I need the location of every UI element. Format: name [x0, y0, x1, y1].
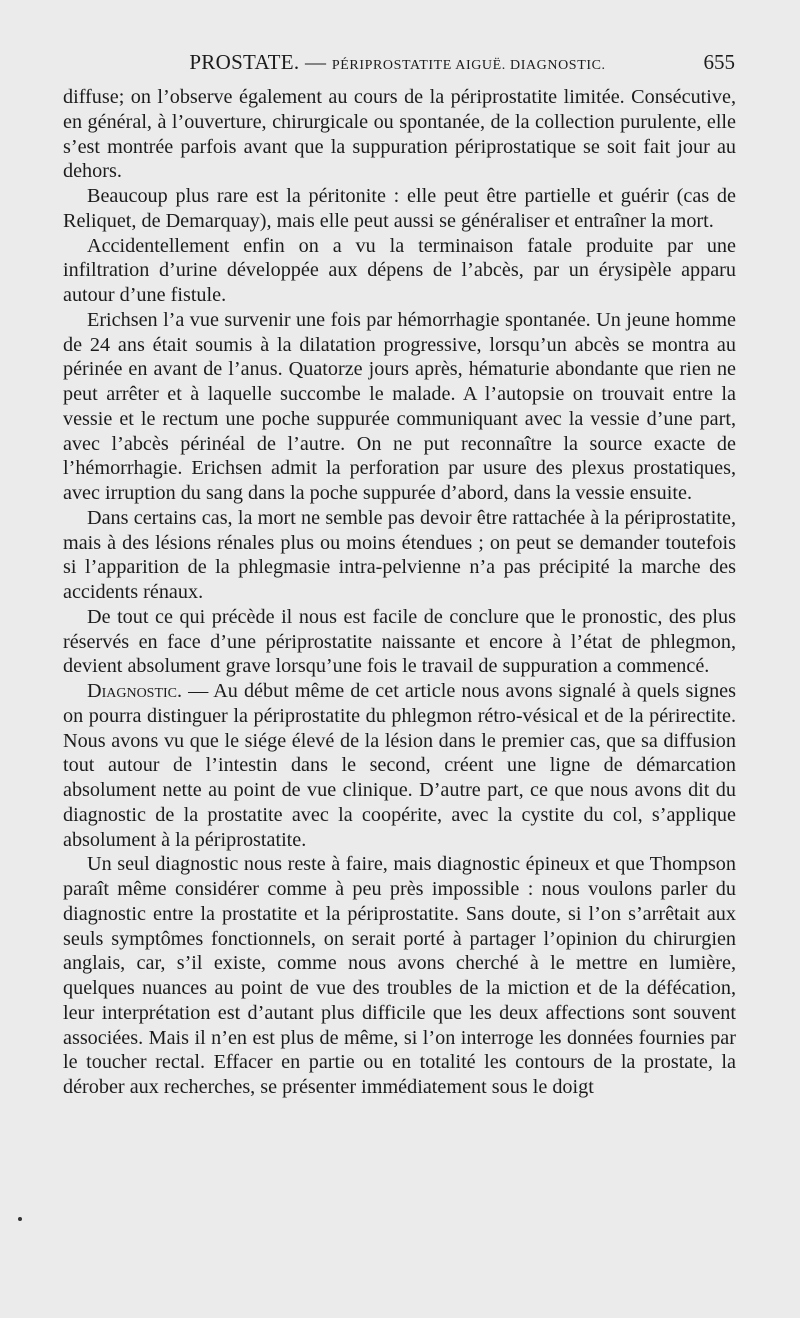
diagnostic-paragraph	[63, 679, 736, 852]
paragraph: De tout ce qui précède il nous est facile de conclure que le pronostic, des plus réservés en face d’une périprostatite naissante et encore à l’état de phlegmon, devient absolument grave lorsqu’une fois le travail de suppuration a commencé.	[63, 605, 736, 678]
paragraph: Accidentellement enfin on a vu la terminaison fatale produite par une infiltration d’urine développée aux dépens de l’abcès, par un érysipèle apparu autour d’une fistule.	[63, 234, 736, 306]
running-title	[60, 50, 735, 75]
paragraph: diffuse; on l’observe également au cours de la périprostatite limitée. Consécutive, en général, à l’ouverture, chirurgicale ou spontanée, de la collection purulente, elle s’est montrée parfois avant que la suppuration périprostatique se soit fait jour au dehors.	[63, 86, 736, 183]
running-title-main: PROSTATE. —	[189, 50, 332, 74]
body-text	[63, 85, 736, 1100]
paragraph: Beaucoup plus rare est la péritonite : elle peut être partielle et guérir (cas de Reliquet, de Demarquay), mais elle peut aussi se généraliser et entraîner la mort.	[63, 185, 736, 232]
running-title-sub: PÉRIPROSTATITE AIGUË. DIAGNOSTIC.	[331, 58, 606, 73]
page-header	[60, 50, 735, 80]
paragraph: Un seul diagnostic nous reste à faire, mais diagnostic épineux et que Thompson paraît même considérer comme à peu près impossible : nous voulons parler du diagnostic entre la prostatite et la périprostatite. Sans doute, si l’on s’arrêtait aux seuls symptômes fonctionnels, on serait porté à partager l’opinion du chirurgien anglais, car, s’il existe, comme nous avons cherché à le mettre en lumière, quelques nuances au point de vue des troubles de la miction et de la défécation, leur interprétation est d’autant plus difficile que les deux affections sont souvent associées. Mais il n’en est plus de même, si l’on interroge les données fournies par le toucher rectal. Effacer en partie ou en totalité les contours de la prostate, la dérober aux recherches, se présenter immédiatement sous le doigt	[63, 853, 736, 1098]
diagnostic-text: — Au début même de cet article nous avons signalé à quels signes on pourra distinguer la périprostatite du phlegmon rétro-vésical et de la périrectite. Nous avons vu que le siége élevé de la lésion dans le premier cas, que sa diffusion tout autour de l’intestin dans le second, créent une ligne de démarcation absolument nette au point de vue clinique. D’autre part, ce que nous avons dit du diagnostic de la prostatite avec la coopérite, avec la cystite du col, s’applique absolument à la périprostatite.	[63, 680, 736, 851]
section-heading-diagnostic: Diagnostic.	[87, 680, 183, 702]
page-number: 655	[703, 50, 735, 74]
paragraph: Erichsen l’a vue survenir une fois par hémorrhagie spontanée. Un jeune homme de 24 ans était soumis à la dilatation progressive, lorsqu’un abcès se montra au périnée en avant de l’anus. Quatorze jours après, hématurie abondante que rien ne peut arrêter et à laquelle succombe le malade. A l’autopsie on trouvait entre la vessie et le rectum une poche suppurée communiquant avec la vessie d’une part, avec l’abcès périnéal de l’autre. On ne put reconnaître la source exacte de l’hémorrhagie. Erichsen admit la perforation par usure des plexus prostatiques, avec irruption du sang dans la poche suppurée d’abord, dans la vessie ensuite.	[63, 308, 736, 504]
margin-mark	[18, 1217, 22, 1221]
paragraph: Dans certains cas, la mort ne semble pas devoir être rattachée à la périprostatite, mais à des lésions rénales plus ou moins étendues ; on peut se demander toutefois si l’apparition de la phlegmasie intra-pelvienne n’a pas précipité la marche des accidents rénaux.	[63, 506, 736, 603]
